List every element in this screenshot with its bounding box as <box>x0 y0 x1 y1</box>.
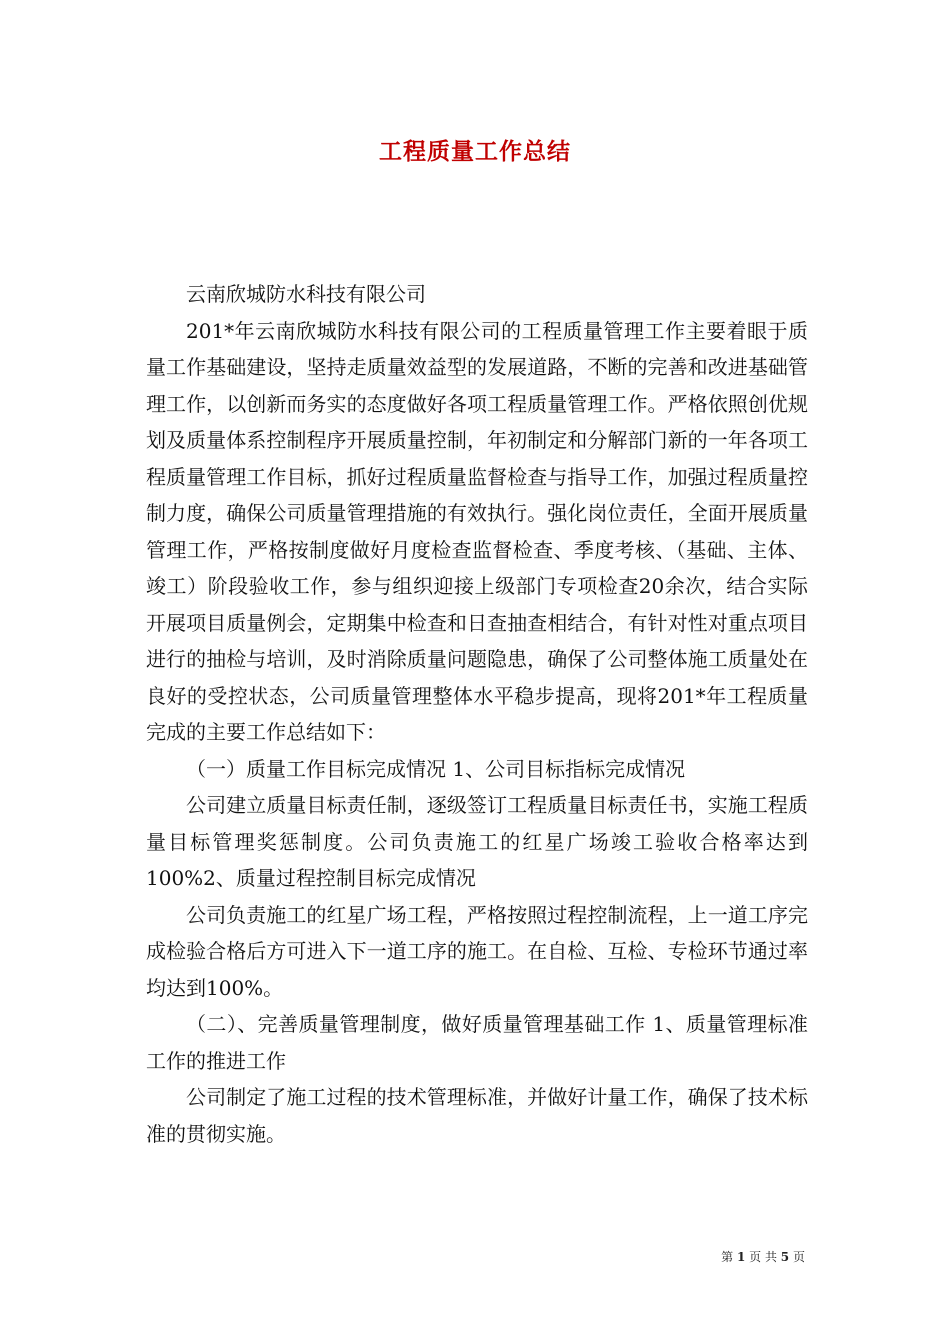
page-footer <box>721 1248 805 1265</box>
document-title: 工程质量工作总结 <box>379 138 571 165</box>
footer-prefix: 第 <box>721 1250 734 1264</box>
footer-suffix: 页 <box>792 1250 805 1264</box>
section-two-heading: （二）、完善质量管理制度，做好质量管理基础工作 1、质量管理标准工作的推进工作 <box>146 1012 808 1073</box>
footer-current-page: 1 <box>736 1250 746 1264</box>
intro-paragraph: 201*年云南欣城防水科技有限公司的工程质量管理工作主要着眼于质量工作基础建设，坚持走质量效益型的发展道路，不断的完善和改进基础管理工作，以创新而务实的态度做好各项工程质量管理工作。严格依照创优规划及质量体系控制程序开展质量控制，年初制定和分解部门新的一年各项工程质量管理工作目标，抓好过程质量监督检查与指导工作，加强过程质量控制力度，确保公司质量管理措施的有效执行。强化岗位责任，全面开展质量管理工作，严格按制度做好月度检查监督检查、季度考核、（基础、主体、竣工）阶段验收工作，参与组织迎接上级部门专项检查20余次，结合实际开展项目质量例会，定期集中检查和日查抽查相结合，有针对性对重点项目进行的抽检与培训，及时消除质量问题隐患，确保了公司整体施工质量处在良好的受控状态，公司质量管理整体水平稳步提高，现将201*年工程质量完成的主要工作总结如下： <box>146 318 808 744</box>
document-body <box>146 276 808 1152</box>
process-control-paragraph: 公司负责施工的红星广场工程，严格按照过程控制流程，上一道工序完成检验合格后方可进入下一道工序的施工。在自检、互检、专检环节通过率均达到100%。 <box>146 902 808 1000</box>
company-name-paragraph: 云南欣城防水科技有限公司 <box>186 282 426 306</box>
footer-middle: 页 共 <box>749 1250 777 1264</box>
technical-standard-paragraph: 公司制定了施工过程的技术管理标准，并做好计量工作，确保了技术标准的贯彻实施。 <box>146 1085 808 1146</box>
target-responsibility-paragraph: 公司建立质量目标责任制，逐级签订工程质量目标责任书，实施工程质量目标管理奖惩制度。公司负责施工的红星广场竣工验收合格率达到100%2、质量过程控制目标完成情况 <box>146 793 808 890</box>
section-one-heading: （一）质量工作目标完成情况 1、公司目标指标完成情况 <box>186 756 686 781</box>
footer-total-pages: 5 <box>780 1250 790 1264</box>
